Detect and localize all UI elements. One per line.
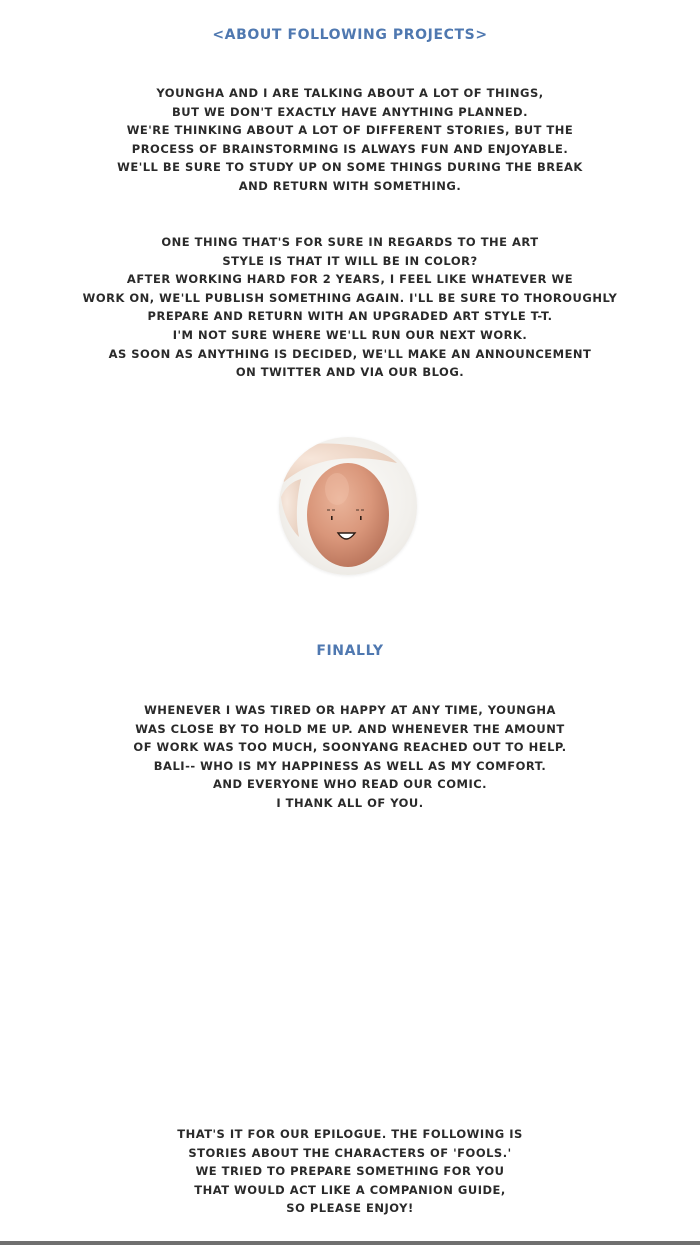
text-line: YOUNGHA AND I ARE TALKING ABOUT A LOT OF THINGS, — [156, 86, 544, 100]
text-line: AS SOON AS ANYTHING IS DECIDED, WE'LL MAKE AN ANNOUNCEMENT — [108, 346, 592, 361]
text-line: AFTER WORKING HARD FOR 2 YEARS, I FEEL LIKE WHATEVER WE — [126, 272, 574, 287]
text-line: ONE THING THAT'S FOR SURE IN REGARDS TO THE ART — [161, 235, 539, 249]
egg-shape — [307, 463, 389, 567]
text-line: I'M NOT SURE WHERE WE'LL RUN OUR NEXT WORK. — [172, 327, 528, 342]
text-line: OF WORK WAS TOO MUCH, SOONYANG REACHED OUT TO HELP. — [133, 740, 567, 755]
text-line: BUT WE DON'T EXACTLY HAVE ANYTHING PLANNED. — [172, 104, 528, 119]
text-line: AND EVERYONE WHO READ OUR COMIC. — [212, 777, 488, 792]
text-line: SO PLEASE ENJOY! — [286, 1201, 414, 1216]
about-paragraph-2 — [0, 233, 700, 382]
text-line: THAT'S IT FOR OUR EPILOGUE. THE FOLLOWING IS — [177, 1127, 523, 1141]
egg-eye — [331, 516, 333, 520]
text-line: WE'RE THINKING ABOUT A LOT OF DIFFERENT STORIES, BUT THE — [126, 123, 574, 138]
text-line: WORK ON, WE'LL PUBLISH SOMETHING AGAIN. I'LL BE SURE TO THOROUGHLY — [82, 290, 618, 305]
bottom-divider — [0, 1241, 700, 1245]
egg-face-photo — [279, 437, 417, 575]
text-line: I THANK ALL OF YOU. — [276, 795, 424, 810]
egg-eye — [360, 516, 362, 520]
text-line: WE'LL BE SURE TO STUDY UP ON SOME THINGS DURING THE BREAK — [117, 160, 583, 175]
closing-paragraph — [0, 1125, 700, 1218]
text-line: BALI-- WHO IS MY HAPPINESS AS WELL AS MY COMFORT. — [153, 758, 547, 773]
text-line: THAT WOULD ACT LIKE A COMPANION GUIDE, — [194, 1182, 506, 1197]
text-line: WE TRIED TO PREPARE SOMETHING FOR YOU — [195, 1164, 505, 1179]
finally-paragraph — [0, 701, 700, 813]
text-line: WHENEVER I WAS TIRED OR HAPPY AT ANY TIME, YOUNGHA — [144, 703, 556, 717]
text-line: STORIES ABOUT THE CHARACTERS OF 'FOOLS.' — [188, 1145, 512, 1160]
text-line: STYLE IS THAT IT WILL BE IN COLOR? — [222, 253, 478, 268]
text-line: WAS CLOSE BY TO HOLD ME UP. AND WHENEVER THE AMOUNT — [135, 721, 565, 736]
about-projects-title: <ABOUT FOLLOWING PROJECTS> — [212, 27, 488, 43]
text-line: PREPARE AND RETURN WITH AN UPGRADED ART STYLE T-T. — [147, 309, 553, 324]
finally-title: FINALLY — [316, 643, 384, 659]
text-line: PROCESS OF BRAINSTORMING IS ALWAYS FUN AND ENJOYABLE. — [131, 141, 569, 156]
text-line: ON TWITTER AND VIA OUR BLOG. — [235, 365, 465, 380]
egg-face-icon — [279, 437, 417, 575]
about-paragraph-1 — [0, 84, 700, 196]
text-line: AND RETURN WITH SOMETHING. — [238, 178, 462, 193]
